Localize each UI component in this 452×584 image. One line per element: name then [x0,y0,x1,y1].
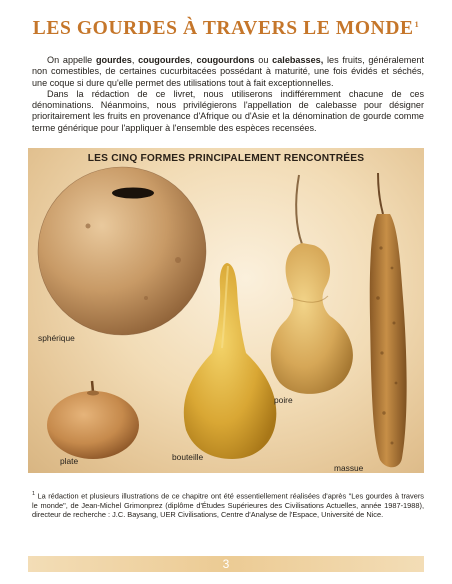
figure-heading: LES CINQ FORMES PRINCIPALEMENT RENCONTRÉES [87,153,365,164]
page-number: 3 [222,557,230,571]
pear-gourd [271,175,353,394]
gourds-photo [28,148,424,473]
footnote-reference: 1 [414,20,420,29]
club-gourd [370,173,407,467]
page-footer-bar [28,556,424,572]
intro-text [32,55,424,134]
flat-gourd [47,381,139,459]
label-massue: massue [334,463,364,473]
footnote [32,490,424,519]
intro-paragraph-2: Dans la rédaction de ce livret, nous utiliserons indifféremment chacune de ces dénominations. Néanmoins, nous privilégierons l'appellation de calebasse pour désigner prioritairement les fruits en provenance d'Afrique ou d'Asie et la dénomination de gourde comme terme générique pour l'appliquer à l'ensemble des espèces recensées. [32,88,424,133]
page-title: LES GOURDES À TRAVERS LE MONDE$^1$ [32,18,420,39]
label-poire: poire [274,395,293,405]
spherical-gourd [38,167,206,335]
label-spherique: sphérique [38,333,75,343]
label-bouteille: bouteille [172,452,204,462]
footnote-number: 1 [32,491,36,497]
intro-paragraph-1: On appelle gourdes, cougourdes, cougourdons ou calebasses, les fruits, généralement non comestibles, de certaines cucurbitacées possédant à maturité, une fois évidés et séchés, une coque si dure qu'elle permet des utilisations tout à fait exceptionnelles. [32,55,424,88]
bottle-gourd [184,263,277,459]
label-plate: plate [60,456,79,466]
footnote-text: La rédaction et plusieurs illustrations de ce chapitre ont été essentiellement réalisées d'après "Les gourdes à travers le monde", de Jean-Michel Grimonprez (diplôme d'Études Supérieures des Civilisations Actuelles, année 1987-1988), directeur de recherche : J.C. Baysang, UER Civilisations, Centre d'Analyse de l'Espace, Université de Nice. [32,491,424,519]
gourds-illustration [28,148,424,473]
